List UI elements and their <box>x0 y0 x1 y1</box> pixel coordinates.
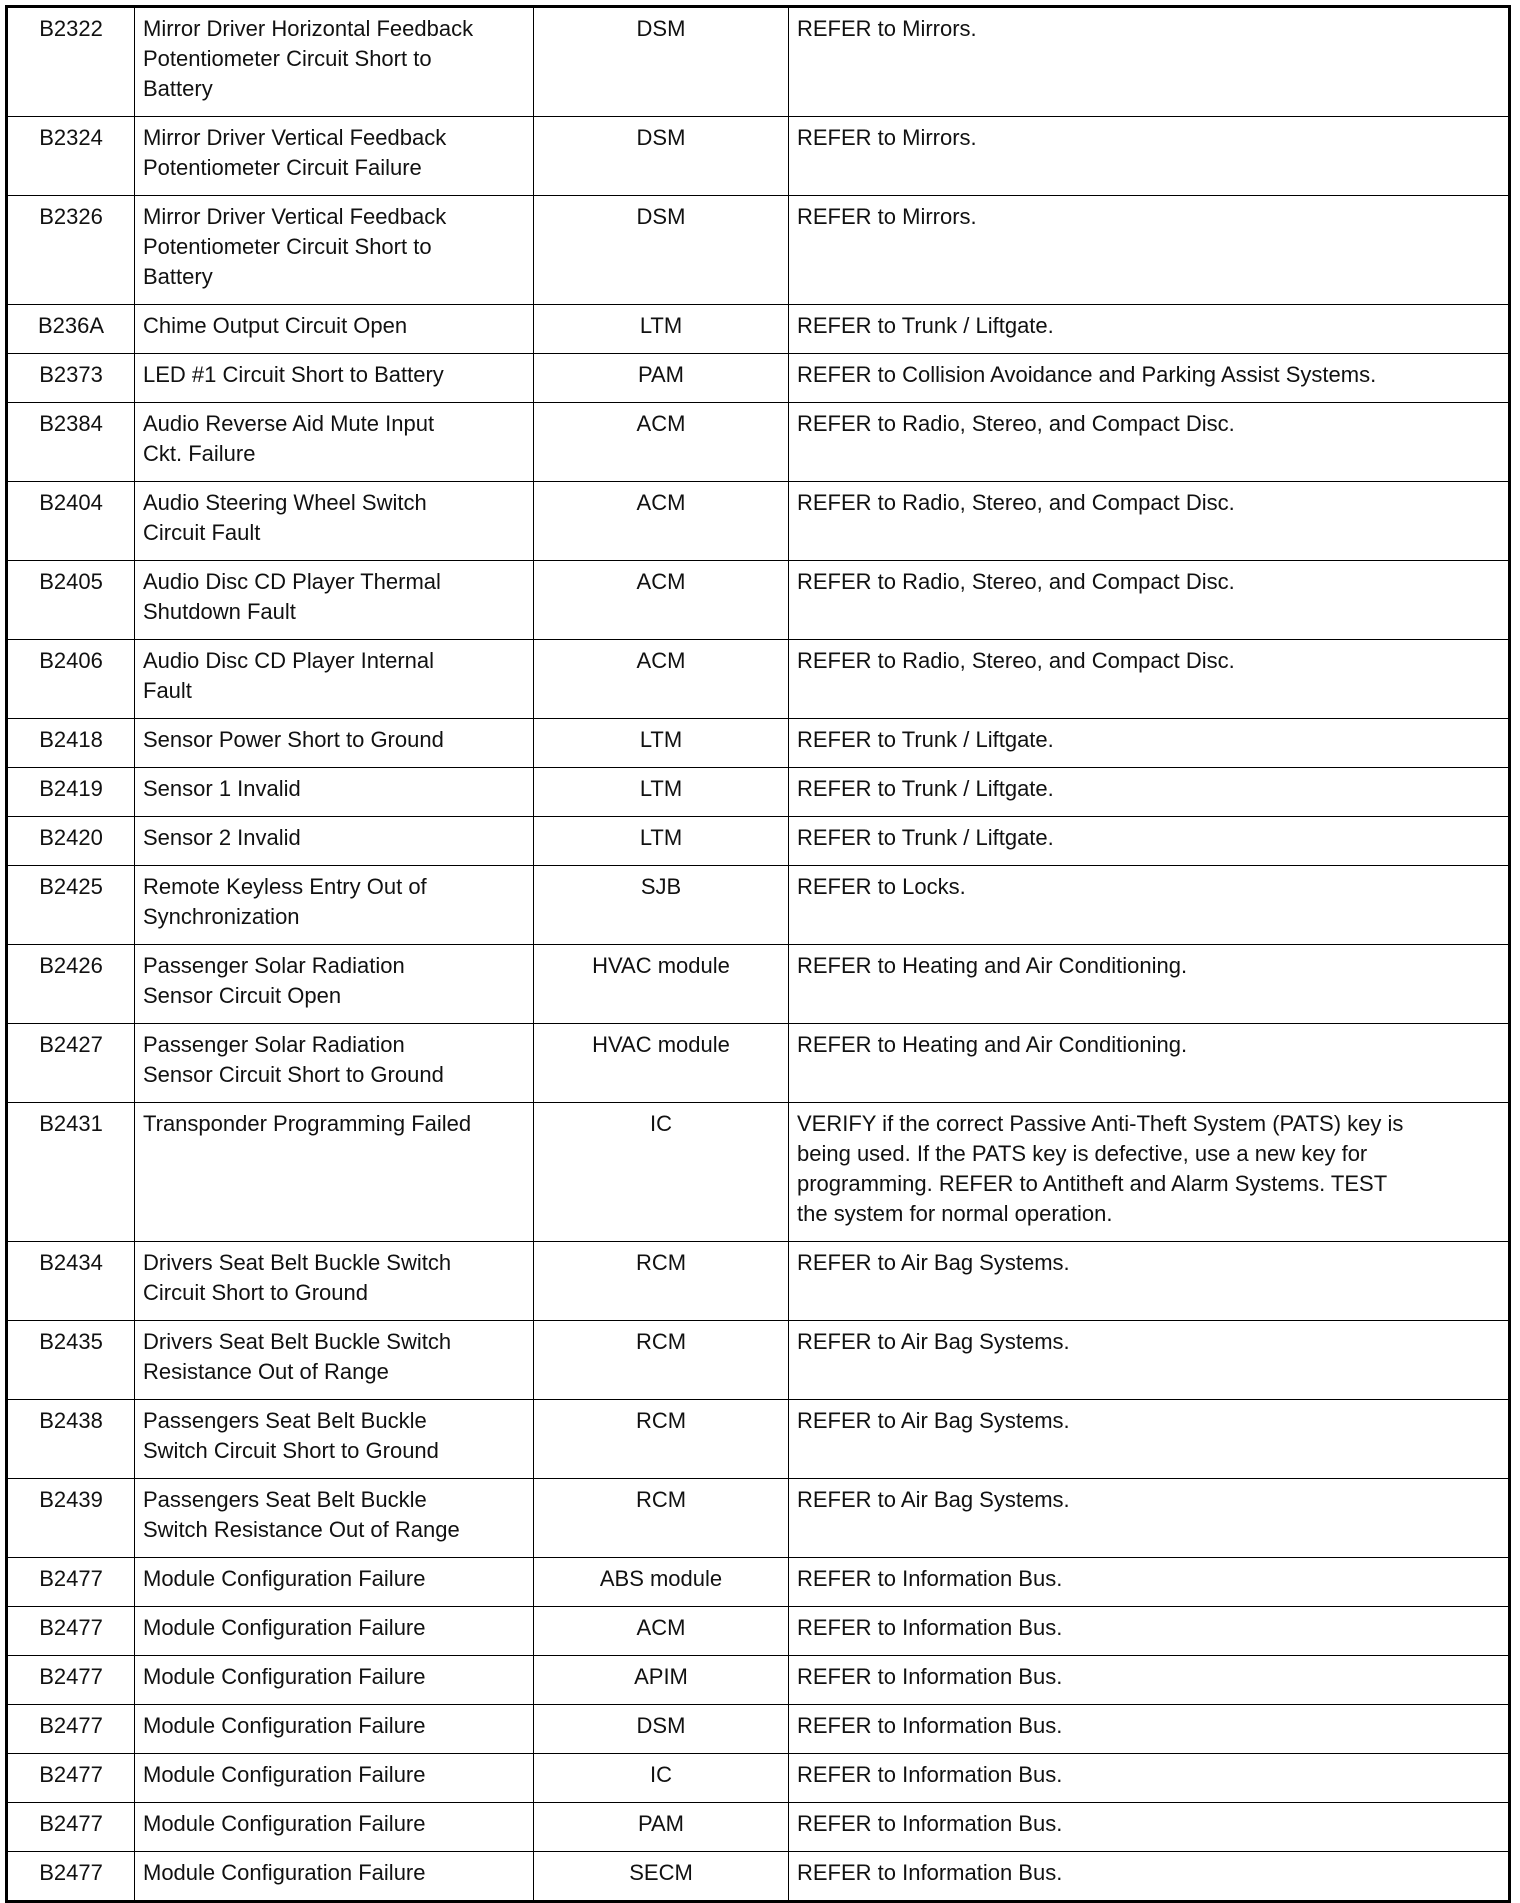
dtc-action: REFER to Radio, Stereo, and Compact Disc. <box>789 640 1510 719</box>
table-row <box>7 1754 1510 1803</box>
dtc-action: REFER to Information Bus. <box>789 1852 1510 1902</box>
table-row <box>7 561 1510 640</box>
dtc-code: B236A <box>7 305 135 354</box>
dtc-module: PAM <box>534 354 789 403</box>
dtc-code: B2435 <box>7 1321 135 1400</box>
dtc-description: Mirror Driver Horizontal Feedback Potentiometer Circuit Short to Battery <box>135 7 534 117</box>
dtc-description: Module Configuration Failure <box>135 1852 534 1902</box>
dtc-table-body <box>7 7 1510 1902</box>
table-row <box>7 482 1510 561</box>
dtc-description: Sensor 1 Invalid <box>135 768 534 817</box>
dtc-action: REFER to Information Bus. <box>789 1803 1510 1852</box>
dtc-module: RCM <box>534 1479 789 1558</box>
dtc-module: ACM <box>534 482 789 561</box>
dtc-action: REFER to Radio, Stereo, and Compact Disc. <box>789 403 1510 482</box>
dtc-action: REFER to Trunk / Liftgate. <box>789 768 1510 817</box>
dtc-module: ACM <box>534 403 789 482</box>
dtc-code: B2427 <box>7 1024 135 1103</box>
dtc-action: REFER to Mirrors. <box>789 7 1510 117</box>
dtc-module: LTM <box>534 768 789 817</box>
dtc-module: LTM <box>534 719 789 768</box>
dtc-description: Chime Output Circuit Open <box>135 305 534 354</box>
dtc-module: ACM <box>534 1607 789 1656</box>
dtc-module: IC <box>534 1103 789 1242</box>
dtc-description: Module Configuration Failure <box>135 1803 534 1852</box>
dtc-description: Audio Steering Wheel Switch Circuit Fault <box>135 482 534 561</box>
dtc-action: REFER to Air Bag Systems. <box>789 1400 1510 1479</box>
table-row <box>7 866 1510 945</box>
dtc-code: B2324 <box>7 117 135 196</box>
dtc-code: B2373 <box>7 354 135 403</box>
table-row <box>7 354 1510 403</box>
dtc-action: REFER to Air Bag Systems. <box>789 1479 1510 1558</box>
table-row <box>7 768 1510 817</box>
dtc-description: Drivers Seat Belt Buckle Switch Circuit Short to Ground <box>135 1242 534 1321</box>
dtc-description: LED #1 Circuit Short to Battery <box>135 354 534 403</box>
dtc-action: REFER to Trunk / Liftgate. <box>789 305 1510 354</box>
dtc-code: B2425 <box>7 866 135 945</box>
dtc-code: B2438 <box>7 1400 135 1479</box>
dtc-module: DSM <box>534 7 789 117</box>
dtc-action: REFER to Heating and Air Conditioning. <box>789 1024 1510 1103</box>
dtc-description: Module Configuration Failure <box>135 1754 534 1803</box>
dtc-module: SECM <box>534 1852 789 1902</box>
dtc-action: REFER to Mirrors. <box>789 117 1510 196</box>
dtc-description: Passenger Solar Radiation Sensor Circuit Short to Ground <box>135 1024 534 1103</box>
dtc-module: RCM <box>534 1321 789 1400</box>
table-row <box>7 1705 1510 1754</box>
dtc-description: Passengers Seat Belt Buckle Switch Circuit Short to Ground <box>135 1400 534 1479</box>
table-row <box>7 1558 1510 1607</box>
dtc-description: Module Configuration Failure <box>135 1656 534 1705</box>
dtc-action: VERIFY if the correct Passive Anti-Theft System (PATS) key is being used. If the PATS key is defective, use a new key for programming. REFER to Antitheft and Alarm Systems. TEST the system for normal operation. <box>789 1103 1510 1242</box>
dtc-code: B2420 <box>7 817 135 866</box>
dtc-code: B2477 <box>7 1607 135 1656</box>
dtc-action: REFER to Information Bus. <box>789 1558 1510 1607</box>
dtc-code: B2426 <box>7 945 135 1024</box>
dtc-action: REFER to Collision Avoidance and Parking Assist Systems. <box>789 354 1510 403</box>
dtc-code: B2404 <box>7 482 135 561</box>
dtc-module: IC <box>534 1754 789 1803</box>
dtc-description: Audio Reverse Aid Mute Input Ckt. Failure <box>135 403 534 482</box>
dtc-module: DSM <box>534 1705 789 1754</box>
dtc-action: REFER to Air Bag Systems. <box>789 1242 1510 1321</box>
dtc-module: ACM <box>534 561 789 640</box>
dtc-module: LTM <box>534 305 789 354</box>
dtc-code: B2477 <box>7 1803 135 1852</box>
dtc-code: B2477 <box>7 1705 135 1754</box>
dtc-action: REFER to Information Bus. <box>789 1656 1510 1705</box>
dtc-description: Remote Keyless Entry Out of Synchronization <box>135 866 534 945</box>
dtc-action: REFER to Information Bus. <box>789 1705 1510 1754</box>
dtc-module: DSM <box>534 117 789 196</box>
dtc-description: Mirror Driver Vertical Feedback Potentiometer Circuit Failure <box>135 117 534 196</box>
table-row <box>7 1400 1510 1479</box>
dtc-code: B2419 <box>7 768 135 817</box>
dtc-module: ABS module <box>534 1558 789 1607</box>
table-row <box>7 1852 1510 1902</box>
dtc-code: B2439 <box>7 1479 135 1558</box>
dtc-table <box>5 5 1511 1903</box>
dtc-module: DSM <box>534 196 789 305</box>
dtc-action: REFER to Trunk / Liftgate. <box>789 719 1510 768</box>
dtc-description: Audio Disc CD Player Internal Fault <box>135 640 534 719</box>
dtc-code: B2434 <box>7 1242 135 1321</box>
table-row <box>7 196 1510 305</box>
dtc-description: Passenger Solar Radiation Sensor Circuit Open <box>135 945 534 1024</box>
dtc-action: REFER to Air Bag Systems. <box>789 1321 1510 1400</box>
dtc-description: Sensor Power Short to Ground <box>135 719 534 768</box>
dtc-action: REFER to Mirrors. <box>789 196 1510 305</box>
table-row <box>7 403 1510 482</box>
dtc-code: B2477 <box>7 1852 135 1902</box>
dtc-action: REFER to Heating and Air Conditioning. <box>789 945 1510 1024</box>
table-row <box>7 1242 1510 1321</box>
table-row <box>7 117 1510 196</box>
dtc-action: REFER to Information Bus. <box>789 1607 1510 1656</box>
dtc-code: B2326 <box>7 196 135 305</box>
dtc-description: Module Configuration Failure <box>135 1607 534 1656</box>
table-row <box>7 817 1510 866</box>
dtc-description: Sensor 2 Invalid <box>135 817 534 866</box>
dtc-description: Module Configuration Failure <box>135 1705 534 1754</box>
dtc-code: B2322 <box>7 7 135 117</box>
dtc-module: APIM <box>534 1656 789 1705</box>
table-row <box>7 305 1510 354</box>
dtc-module: PAM <box>534 1803 789 1852</box>
dtc-module: ACM <box>534 640 789 719</box>
dtc-code: B2384 <box>7 403 135 482</box>
table-row <box>7 640 1510 719</box>
dtc-code: B2405 <box>7 561 135 640</box>
table-row <box>7 7 1510 117</box>
dtc-module: RCM <box>534 1242 789 1321</box>
dtc-description: Module Configuration Failure <box>135 1558 534 1607</box>
dtc-description: Audio Disc CD Player Thermal Shutdown Fault <box>135 561 534 640</box>
dtc-description: Passengers Seat Belt Buckle Switch Resistance Out of Range <box>135 1479 534 1558</box>
table-row <box>7 945 1510 1024</box>
table-row <box>7 1103 1510 1242</box>
dtc-code: B2406 <box>7 640 135 719</box>
dtc-code: B2477 <box>7 1754 135 1803</box>
dtc-code: B2477 <box>7 1558 135 1607</box>
table-row <box>7 1803 1510 1852</box>
table-row <box>7 1321 1510 1400</box>
dtc-description: Drivers Seat Belt Buckle Switch Resistance Out of Range <box>135 1321 534 1400</box>
dtc-module: RCM <box>534 1400 789 1479</box>
dtc-code: B2477 <box>7 1656 135 1705</box>
dtc-action: REFER to Locks. <box>789 866 1510 945</box>
dtc-module: SJB <box>534 866 789 945</box>
dtc-module: LTM <box>534 817 789 866</box>
table-row <box>7 1656 1510 1705</box>
dtc-code: B2431 <box>7 1103 135 1242</box>
dtc-description: Transponder Programming Failed <box>135 1103 534 1242</box>
table-row <box>7 1607 1510 1656</box>
dtc-action: REFER to Information Bus. <box>789 1754 1510 1803</box>
dtc-action: REFER to Trunk / Liftgate. <box>789 817 1510 866</box>
table-row <box>7 1024 1510 1103</box>
dtc-description: Mirror Driver Vertical Feedback Potentiometer Circuit Short to Battery <box>135 196 534 305</box>
dtc-code: B2418 <box>7 719 135 768</box>
table-row <box>7 1479 1510 1558</box>
dtc-action: REFER to Radio, Stereo, and Compact Disc. <box>789 561 1510 640</box>
dtc-action: REFER to Radio, Stereo, and Compact Disc. <box>789 482 1510 561</box>
dtc-module: HVAC module <box>534 945 789 1024</box>
table-row <box>7 719 1510 768</box>
dtc-module: HVAC module <box>534 1024 789 1103</box>
